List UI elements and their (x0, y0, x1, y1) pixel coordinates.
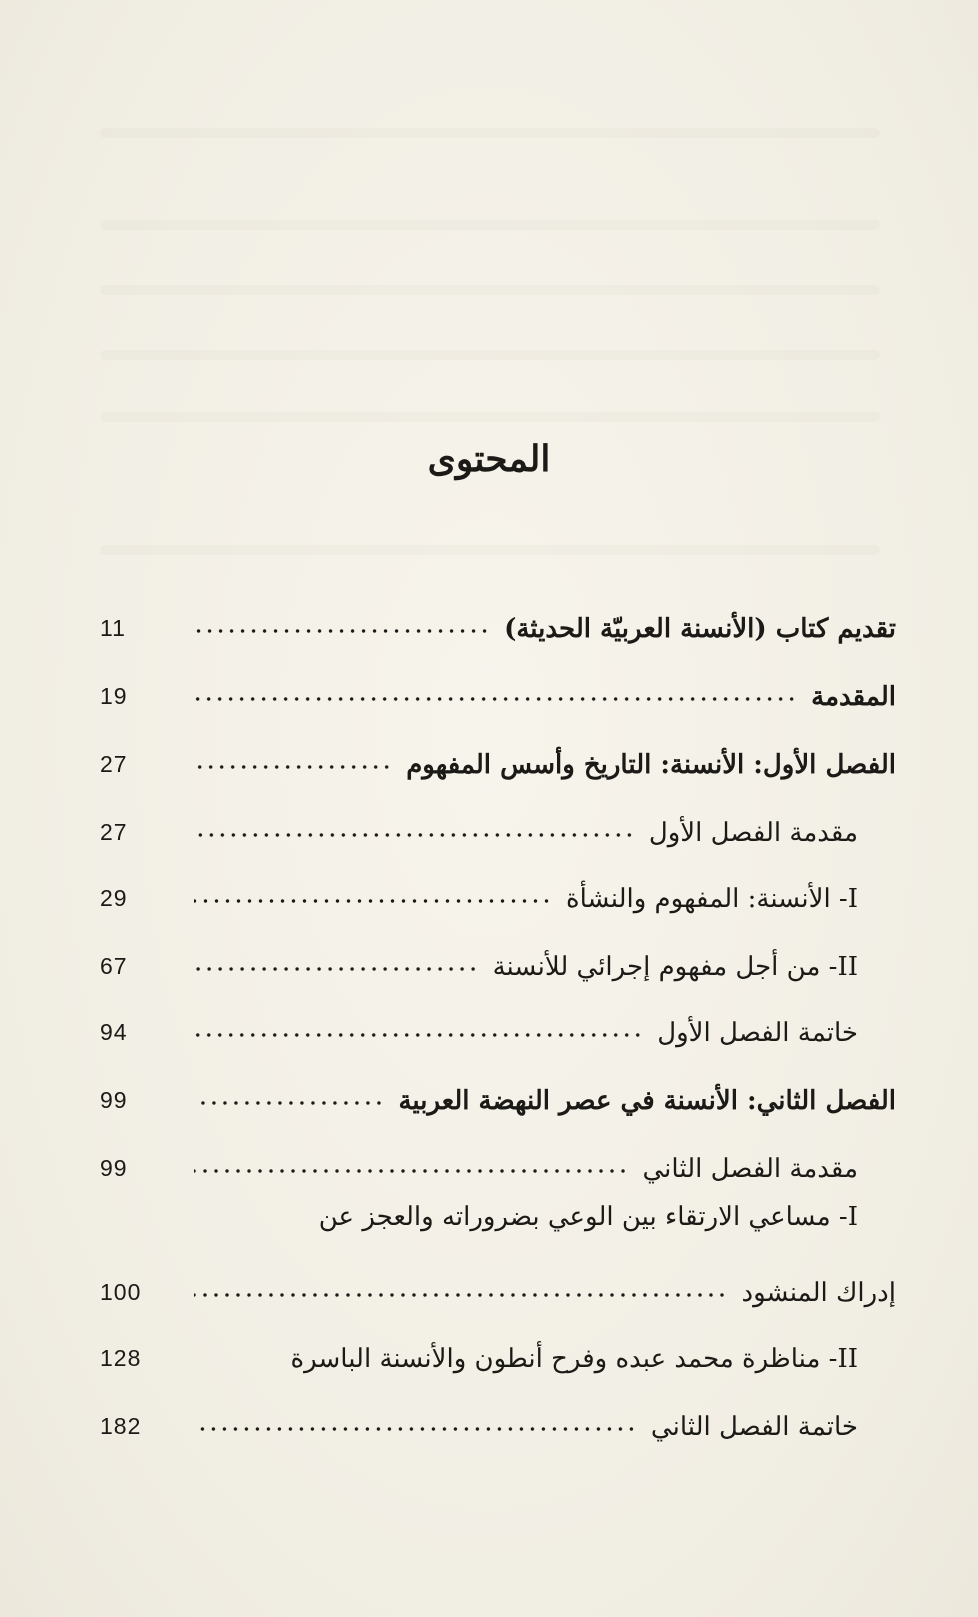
toc-page-number: 94 (100, 1019, 128, 1045)
toc-entry-label: الفصل الأول: الأنسنة: التاريخ وأسس المفهوم (406, 750, 896, 780)
toc-entry (100, 598, 896, 646)
toc-entry (100, 1396, 896, 1444)
toc-page-number: 67 (100, 953, 128, 979)
toc-page-number: 100 (100, 1279, 142, 1305)
toc-entry (100, 1262, 896, 1310)
toc-entry (100, 734, 896, 782)
toc-entry (100, 1138, 896, 1186)
toc-entry-label: خاتمة الفصل الثاني (650, 1412, 858, 1442)
toc-page-number: 29 (100, 885, 128, 911)
toc-entry (100, 936, 896, 984)
toc-entry-label: إدراك المنشود (741, 1278, 896, 1308)
toc-page-number: 99 (100, 1155, 128, 1181)
toc-page-number: 19 (100, 683, 128, 709)
dot-leader (194, 764, 392, 770)
toc-entry (100, 1002, 896, 1050)
dot-leader (194, 1032, 643, 1038)
dot-leader (194, 1426, 637, 1432)
dot-leader (194, 1292, 727, 1298)
toc-entry-label: تقديم كتاب (الأنسنة العربيّة الحديثة) (504, 614, 896, 644)
toc-entry-label: الفصل الثاني: الأنسنة في عصر النهضة العربية (398, 1086, 896, 1116)
toc-entry-label: II- من أجل مفهوم إجرائي للأنسنة (492, 952, 858, 982)
dot-leader (194, 832, 635, 838)
toc-entry (100, 666, 896, 714)
toc-page-number: 27 (100, 751, 128, 777)
toc-entry-label: مقدمة الفصل الثاني (642, 1154, 858, 1184)
toc-page-number: 99 (100, 1087, 128, 1113)
toc-entry-label: I- الأنسنة: المفهوم والنشأة (565, 884, 858, 914)
toc-entry (100, 1328, 896, 1376)
page-title: المحتوى (427, 438, 551, 480)
toc-entry (100, 1070, 896, 1118)
dot-leader (194, 628, 490, 634)
dot-leader (194, 1100, 384, 1106)
toc-entry-label-line1: I- مساعي الارتقاء بين الوعي بضروراته والعجز عن (318, 1202, 858, 1232)
dot-leader (194, 966, 479, 972)
toc-entry-label: خاتمة الفصل الأول (657, 1018, 858, 1048)
toc-page-number: 182 (100, 1413, 142, 1439)
toc-entry-label: مقدمة الفصل الأول (648, 818, 858, 848)
toc-entry-label: II- مناظرة محمد عبده وفرح أنطون والأنسنة الباسرة (290, 1344, 858, 1374)
toc-entry-label: المقدمة (811, 682, 896, 712)
toc-page-number: 128 (100, 1345, 142, 1371)
dot-leader (194, 898, 552, 904)
dot-leader (194, 696, 797, 702)
toc-page-number: 11 (100, 615, 126, 641)
toc-entry (100, 868, 896, 916)
toc-entry (100, 802, 896, 850)
dot-leader (194, 1168, 629, 1174)
toc-page-number: 27 (100, 819, 128, 845)
